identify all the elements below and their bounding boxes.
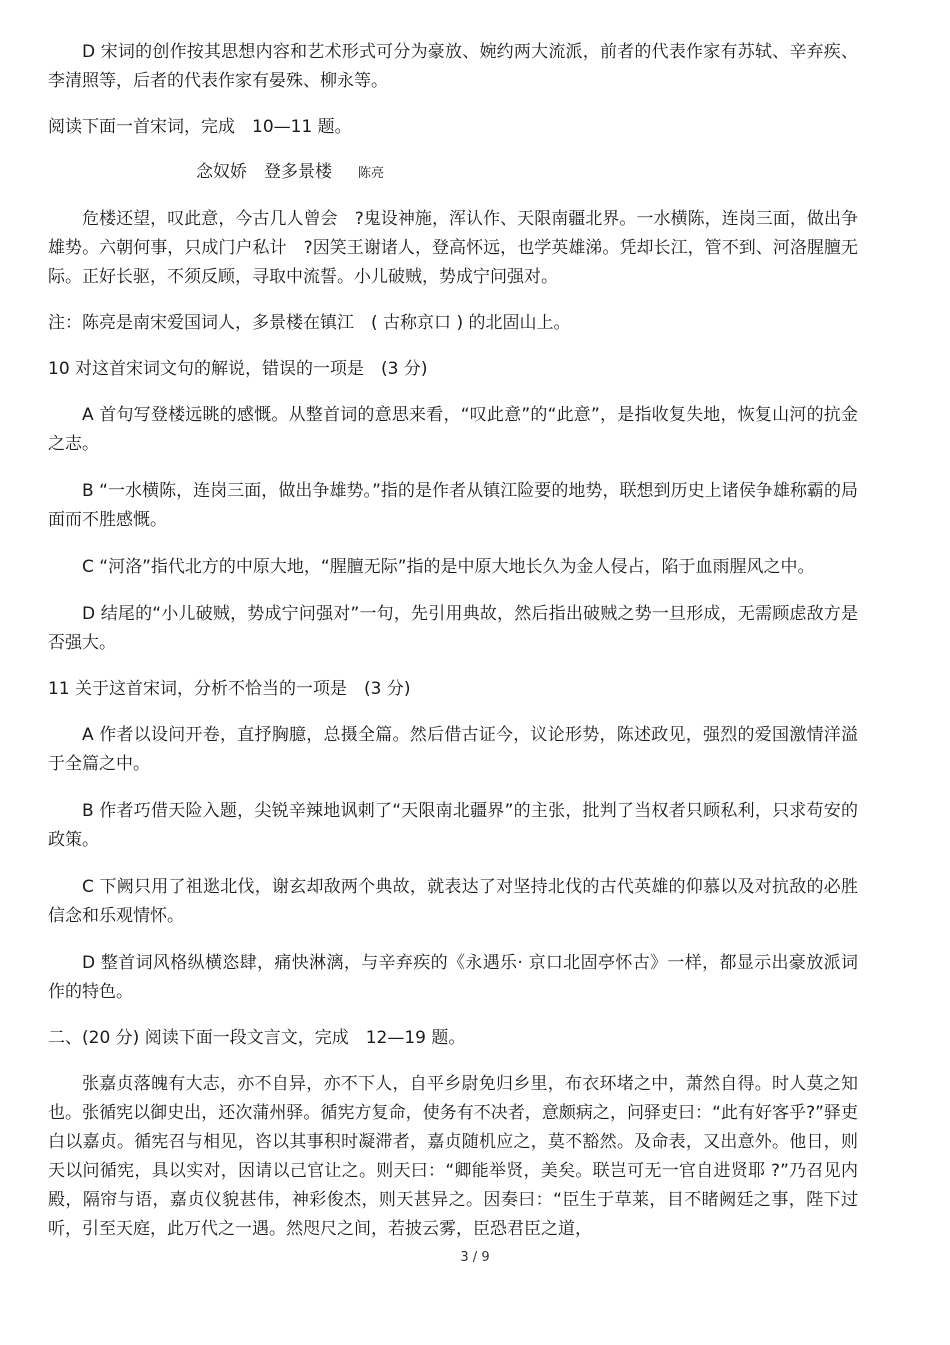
question-10-option-a: A 首句写登楼远眺的感慨。从整首词的意思来看，“叹此意”的“此意”，是指收复失地，恢复山河的抗金之志。 bbox=[48, 405, 858, 454]
question-11-option-d: D 整首词风格纵横恣肆，痛快淋漓，与辛弃疾的《永遇乐· 京口北固亭怀古》一样，都显示出豪放派词作的特色。 bbox=[48, 953, 858, 1002]
classical-chinese-passage: 张嘉贞落魄有大志，亦不自异，亦不下人，自平乡尉免归乡里，布衣环堵之中，萧然自得。时人莫之知也。张循宪以御史出，还次蒲州驿。循宪方复命，使务有不决者，意颇病之，问驿吏曰：“此有好客乎?”驿吏白以嘉贞。循宪召与相见，咨以其事积时凝滞者，嘉贞随机应之，莫不豁然。及命表，又出意外。他日，则天以问循宪，具以实对，因请以己官让之。则天曰：“卿能举贤，美矣。联岂可无一官自进贤耶 ?”乃召见内殿，隔帘与语，嘉贞仪貌甚伟，神彩俊杰，则天甚异之。因奏曰：“臣生于草莱，目不睹阙廷之事，陛下过听，引至天庭，此万代之一遇。然咫尺之间，若披云雾，臣恐君臣之道， bbox=[48, 1074, 858, 1239]
section-2-instruction: 二、(20 分) 阅读下面一段文言文，完成 12—19 题。 bbox=[48, 1028, 466, 1048]
question-11-option-b: B 作者巧借天险入题，尖锐辛辣地讽刺了“天限南北疆界”的主张，批判了当权者只顾私利，只求苟安的政策。 bbox=[48, 801, 858, 850]
poem-author: 陈亮 bbox=[358, 166, 385, 181]
question-10-stem: 10 对这首宋词文句的解说，错误的一项是 (3 分) bbox=[48, 359, 428, 379]
question-11-stem: 11 关于这首宋词，分析不恰当的一项是 (3 分) bbox=[48, 679, 411, 699]
previous-option-d: D 宋词的创作按其思想内容和艺术形式可分为豪放、婉约两大流派，前者的代表作家有苏轼、辛弃疾、李清照等，后者的代表作家有晏殊、柳永等。 bbox=[48, 42, 858, 91]
document-page bbox=[48, 38, 858, 1244]
question-11-option-a: A 作者以设问开卷，直抒胸臆，总摄全篇。然后借古证今，议论形势，陈述政见，强烈的爱国激情洋溢于全篇之中。 bbox=[48, 725, 858, 774]
reading-instruction-poem: 阅读下面一首宋词，完成 10—11 题。 bbox=[48, 117, 352, 137]
question-10-option-c: C “河洛”指代北方的中原大地，“腥膻无际”指的是中原大地长久为金人侵占，陷于血雨腥风之中。 bbox=[82, 557, 815, 577]
question-10-option-d: D 结尾的“小儿破贼，势成宁问强对”一句，先引用典故，然后指出破贼之势一旦形成，无需顾虑敌方是否强大。 bbox=[48, 604, 858, 653]
question-11-option-c: C 下阙只用了祖逖北伐，谢玄却敌两个典故，就表达了对坚持北伐的古代英雄的仰慕以及对抗敌的必胜信念和乐观情怀。 bbox=[48, 877, 858, 926]
page-number: 3 / 9 bbox=[460, 1250, 490, 1265]
question-10-option-b: B “一水横陈，连岗三面，做出争雄势。”指的是作者从镇江险要的地势，联想到历史上诸侯争雄称霸的局面而不胜感慨。 bbox=[48, 481, 858, 530]
poem-note: 注：陈亮是南宋爱国词人，多景楼在镇江 ( 古称京口 ) 的北固山上。 bbox=[48, 313, 571, 333]
poem-text: 危楼还望，叹此意，今古几人曾会 ?鬼设神施，浑认作、天限南疆北界。一水横陈，连岗三面，做出争雄势。六朝何事，只成门户私计 ?因笑王谢诸人，登高怀远，也学英雄涕。凭却长江，管不到、河洛腥膻无际。正好长驱，不须反顾，寻取中流誓。小儿破贼，势成宁问强对。 bbox=[48, 209, 858, 287]
poem-title-line bbox=[196, 158, 858, 188]
poem-title: 念奴娇 登多景楼 bbox=[196, 162, 332, 182]
